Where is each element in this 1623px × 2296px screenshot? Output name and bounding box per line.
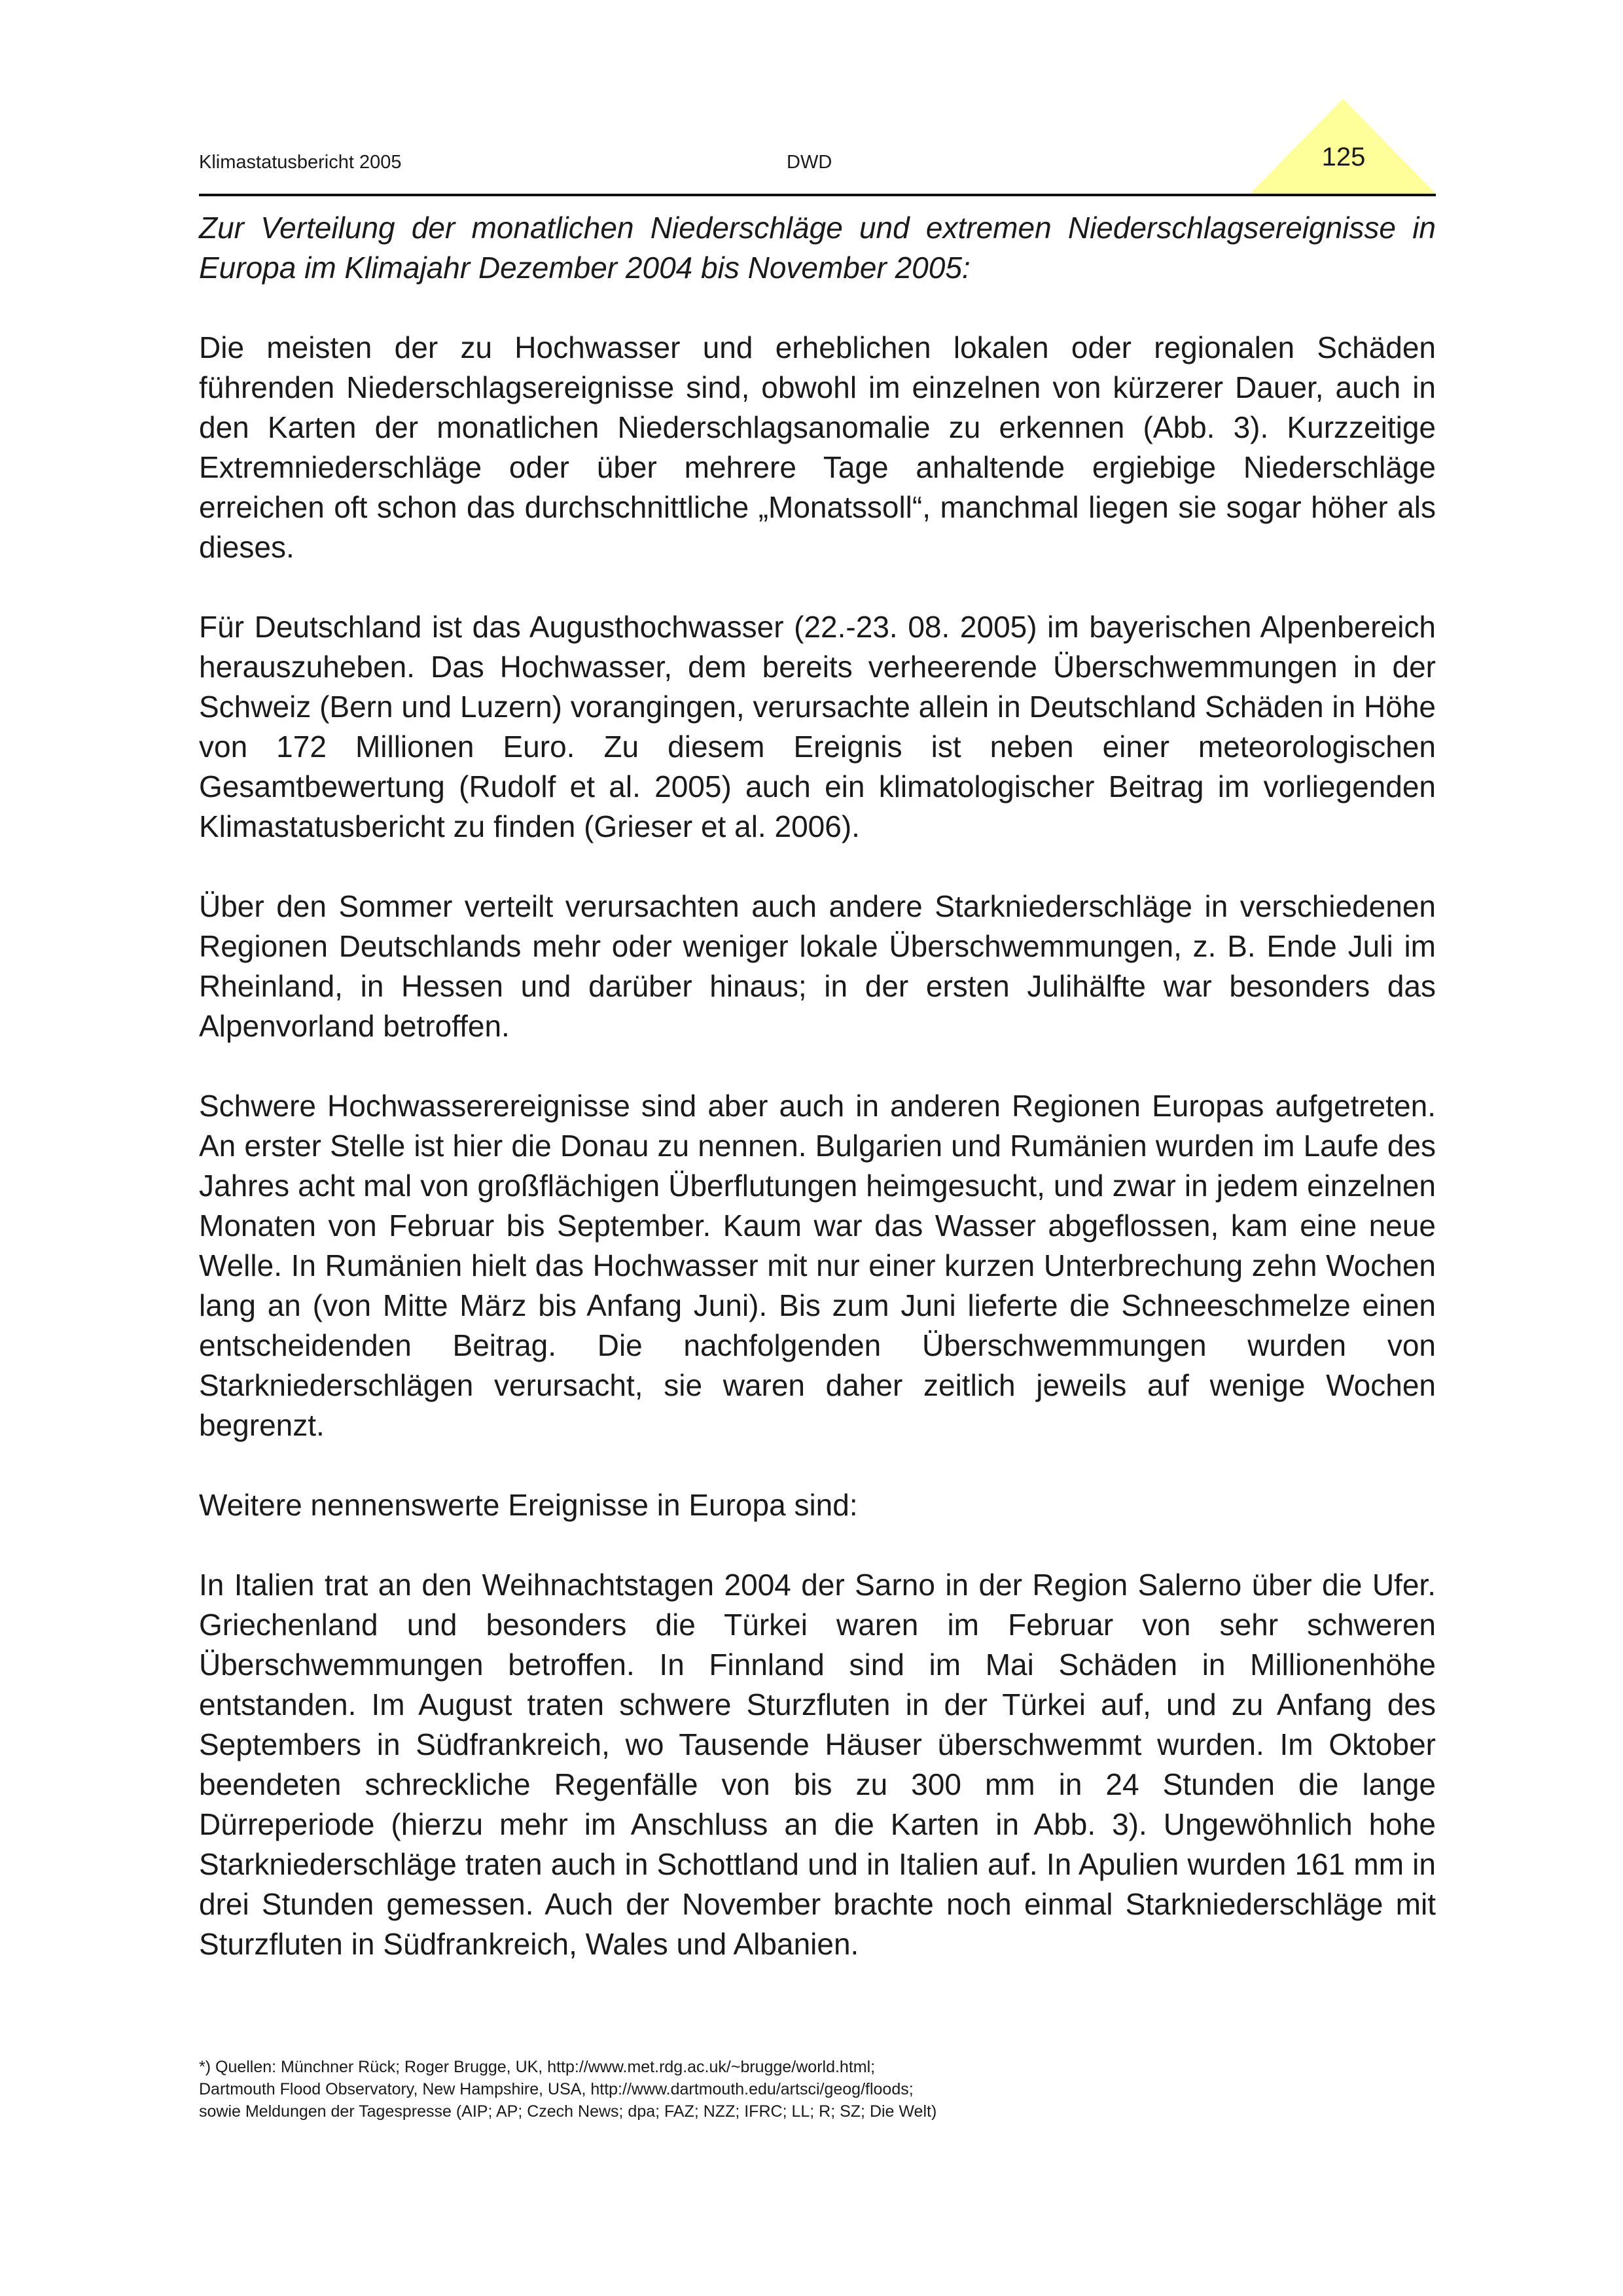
footnote-line-1: *) Quellen: Münchner Rück; Roger Brugge, UK, http://www.met.rdg.ac.uk/~brugge/world.html;	[199, 2058, 876, 2076]
paragraph-2: Für Deutschland ist das Augusthochwasser (22.-23. 08. 2005) im bayerischen Alpenbereich herauszuheben. Das Hochwasser, dem bereits verheerende Überschwemmungen in der Schweiz (Bern und Luzern) vorangingen, verursachte allein in Deutschland Schäden in Höhe von 172 Millionen Euro. Zu diesem Ereignis ist neben einer meteorologischen Gesamtbewertung (Rudolf et al. 2005) auch ein klimatologischer Beitrag im vorliegenden Klimastatusbericht zu finden (Grieser et al. 2006).	[199, 610, 1436, 843]
paragraph-1: Die meisten der zu Hochwasser und erheblichen lokalen oder regionalen Schäden führenden Niederschlagsereignisse sind, obwohl im einzelnen von kürzerer Dauer, auch in den Karten der monatlichen Niederschlagsanomalie zu erkennen (Abb. 3). Kurzzeitige Extremniederschläge oder über mehrere Tage anhaltende ergiebige Niederschläge erreichen oft schon das durchschnittliche „Monatssoll“, manchmal liegen sie sogar höher als dieses.	[199, 330, 1436, 564]
body-text	[199, 208, 1436, 2004]
section-heading: Zur Verteilung der monatlichen Niederschläge und extremen Niederschlagsereignisse in Europa im Klimajahr Dezember 2004 bis November 2005:	[199, 211, 1436, 285]
paragraph-3: Über den Sommer verteilt verursachten auch andere Starkniederschläge in verschiedenen Regionen Deutschlands mehr oder weniger lokale Überschwemmungen, z. B. Ende Juli im Rheinland, in Hessen und darüber hinaus; in der ersten Julihälfte war besonders das Alpenvorland betroffen.	[199, 889, 1436, 1043]
page-header	[199, 143, 1436, 195]
paragraph-5: Weitere nennenswerte Ereignisse in Europa sind:	[199, 1488, 858, 1522]
paragraph-4: Schwere Hochwasserereignisse sind aber auch in anderen Regionen Europas aufgetreten. An erster Stelle ist hier die Donau zu nennen. Bulgarien und Rumänien wurden im Laufe des Jahres acht mal von großflächigen Überflutungen heimgesucht, und zwar in jedem einzelnen Monaten von Februar bis September. Kaum war das Wasser abgeflossen, kam eine neue Welle. In Rumänien hielt das Hochwasser mit nur einer kurzen Unterbrechung zehn Wochen lang an (von Mitte März bis Anfang Juni). Bis zum Juni lieferte die Schneeschmelze einen entscheidenden Beitrag. Die nachfolgenden Überschwemmungen wurden von Starkniederschlägen verursacht, sie waren daher zeitlich jeweils auf wenige Wochen begrenzt.	[199, 1089, 1436, 1442]
footnote-line-2: Dartmouth Flood Observatory, New Hampshire, USA, http://www.dartmouth.edu/artsci/geog/floods;	[199, 2080, 914, 2098]
paragraph-6: In Italien trat an den Weihnachtstagen 2004 der Sarno in der Region Salerno über die Ufer. Griechenland und besonders die Türkei waren im Februar von sehr schweren Überschwemmungen betroffen. In Finnland sind im Mai Schäden in Millionenhöhe entstanden. Im August traten schwere Sturzfluten in der Türkei auf, und zu Anfang des Septembers in Südfrankreich, wo Tausende Häuser überschwemmt wurden. Im Oktober beendeten schreckliche Regenfälle von bis zu 300 mm in 24 Stunden die lange Dürreperiode (hierzu mehr im Anschluss an die Karten in Abb. 3). Ungewöhnlich hohe Starkniederschläge traten auch in Schottland und in Italien auf. In Apulien wurden 161 mm in drei Stunden gemessen. Auch der November brachte noch einmal Starkniederschläge mit Sturzfluten in Südfrankreich, Wales und Albanien.	[199, 1568, 1436, 1961]
footnote	[199, 2056, 1436, 2123]
publisher-label: DWD	[787, 152, 832, 173]
header-rule	[199, 194, 1436, 196]
page-number: 125	[1321, 143, 1366, 171]
footnote-line-3: sowie Meldungen der Tagespresse (AIP; AP; Czech News; dpa; FAZ; NZZ; IFRC; LL; R; SZ; Die Welt)	[199, 2102, 937, 2121]
report-title: Klimastatusbericht 2005	[199, 152, 402, 173]
